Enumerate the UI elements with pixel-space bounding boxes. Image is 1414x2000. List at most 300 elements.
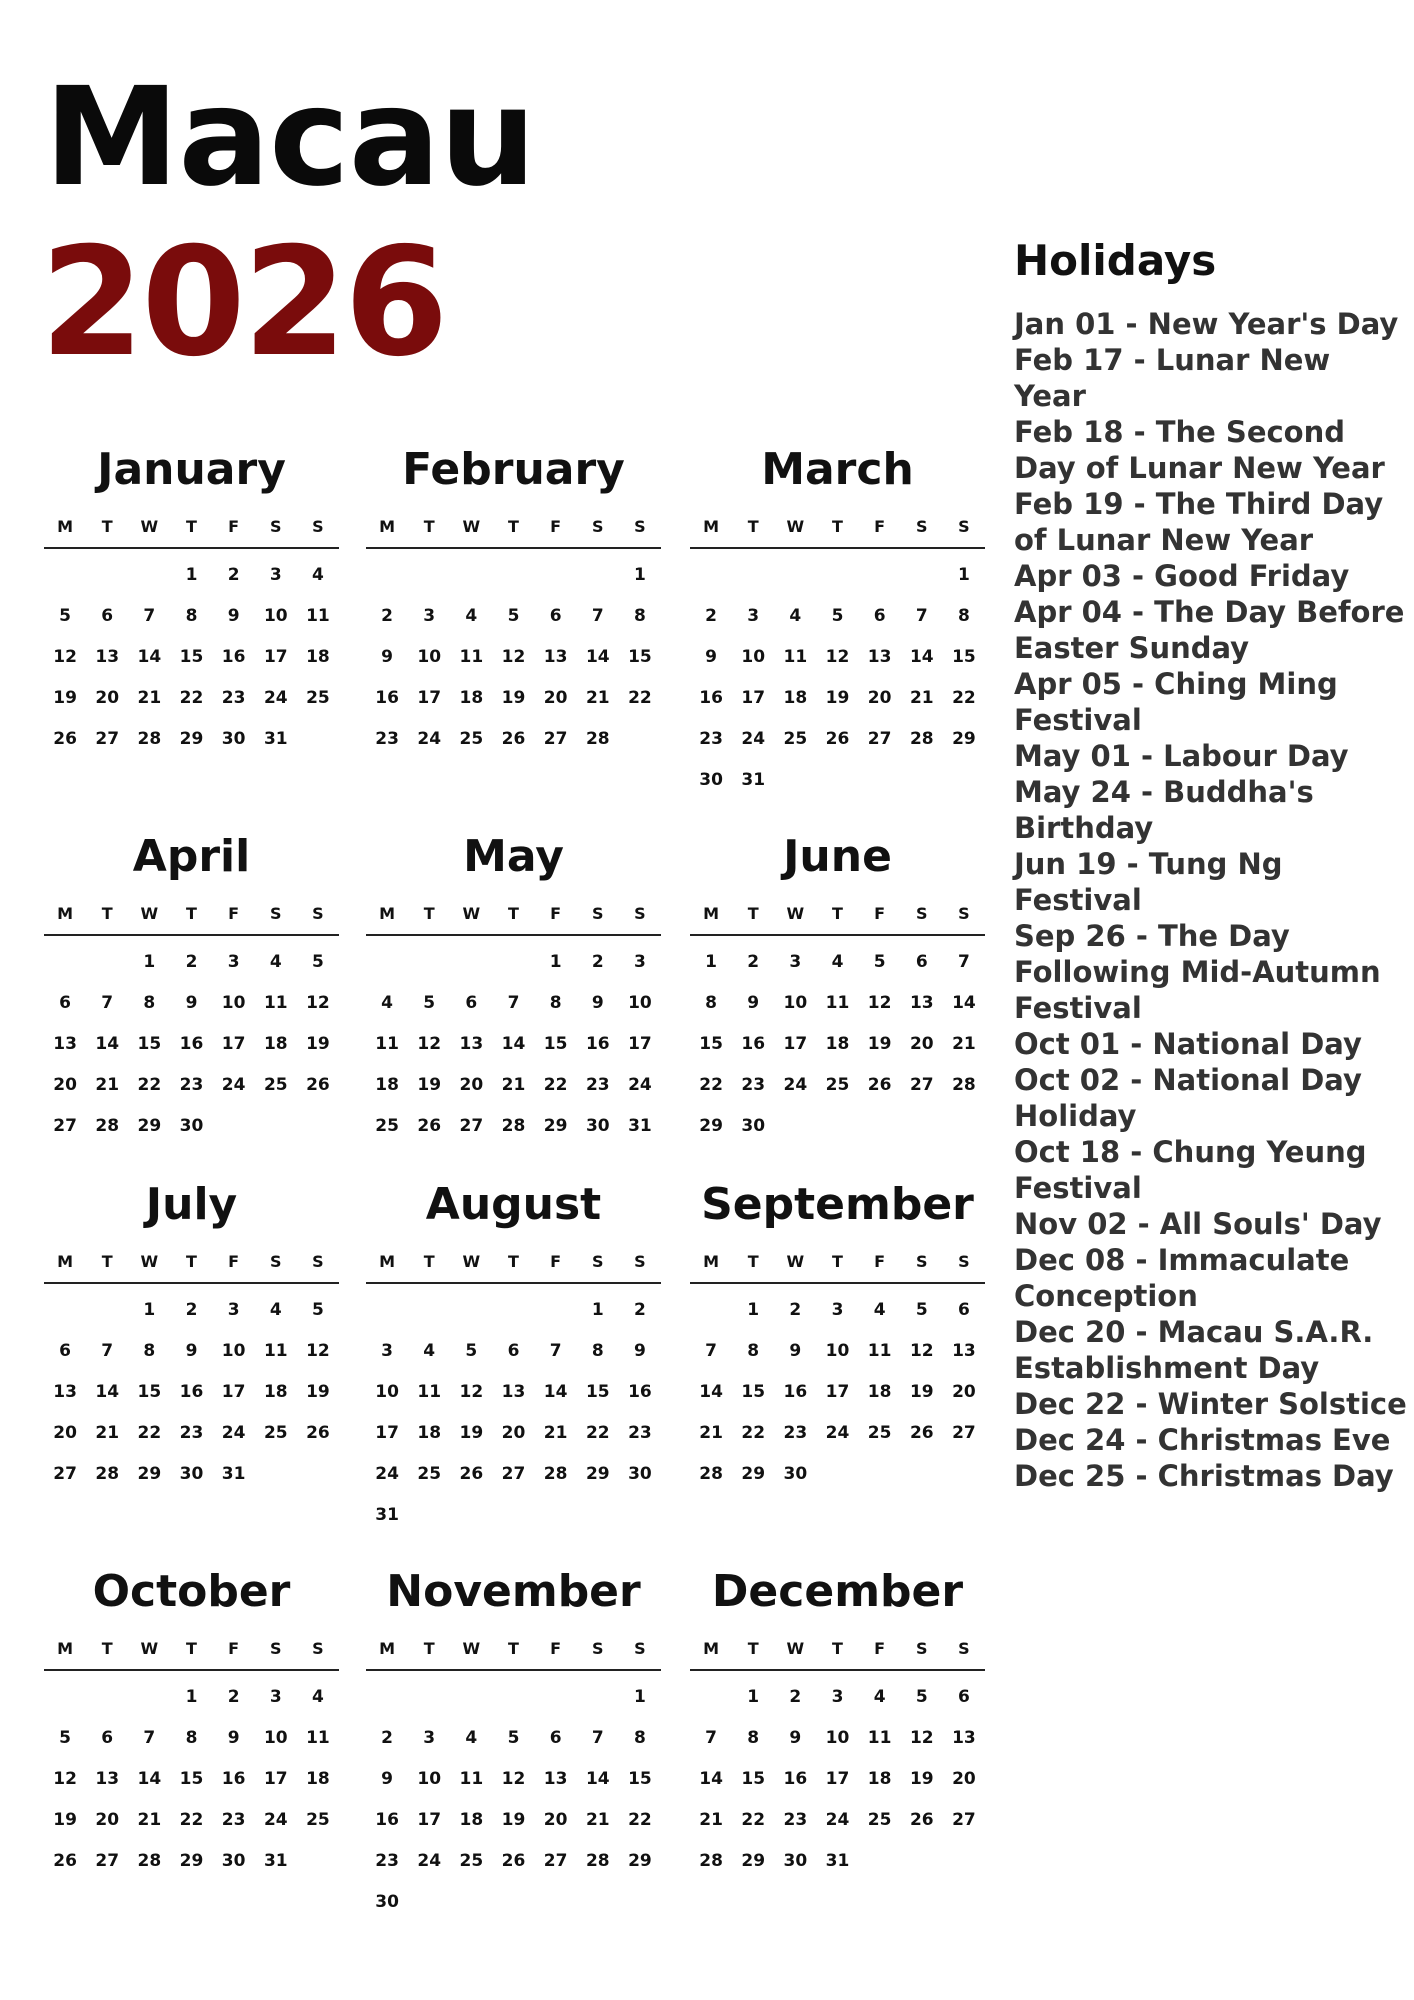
day-cell: 25 (375, 1116, 399, 1136)
day-cell: 21 (699, 1423, 723, 1443)
holiday-item: Nov 02 - All Souls' Day (1014, 1207, 1382, 1241)
day-cell: 4 (311, 1687, 324, 1707)
day-cell: 5 (507, 606, 520, 626)
day-cell: 3 (747, 606, 760, 626)
day-cell: 23 (375, 729, 399, 749)
day-cell: 26 (825, 729, 850, 749)
day-cell: 9 (227, 1728, 240, 1748)
day-cell: 17 (628, 1034, 652, 1054)
day-cell: 25 (417, 1464, 442, 1484)
weekday-label: T (101, 1639, 113, 1658)
weekday-label: S (592, 904, 604, 923)
weekday-label: F (874, 904, 886, 923)
day-cell: 9 (185, 1341, 198, 1361)
day-cell: 27 (95, 729, 120, 749)
day-cell: 19 (53, 688, 77, 708)
day-cell: 31 (375, 1505, 399, 1525)
weekday-label: F (228, 904, 240, 923)
day-cell: 10 (263, 606, 288, 626)
day-cell: 19 (501, 688, 526, 708)
day-cell: 17 (221, 1382, 246, 1402)
day-cell: 21 (95, 1075, 120, 1095)
weekday-label: F (550, 1639, 562, 1658)
day-cell: 17 (825, 1769, 850, 1789)
day-cell: 10 (417, 1769, 442, 1789)
day-cell: 20 (867, 688, 892, 708)
day-cell: 14 (95, 1382, 120, 1402)
weekday-header-row (690, 894, 985, 936)
day-cell: 25 (263, 1075, 288, 1095)
day-cell: 18 (417, 1423, 442, 1443)
day-cell: 7 (957, 952, 970, 972)
day-cell: 22 (699, 1075, 723, 1095)
day-cell: 8 (143, 1341, 156, 1361)
day-cell: 13 (952, 1728, 976, 1748)
day-cell: 6 (59, 993, 71, 1013)
weekday-header-row (690, 1629, 985, 1671)
weekday-label: S (592, 517, 604, 536)
day-cell: 4 (873, 1687, 886, 1707)
day-cell: 4 (269, 952, 282, 972)
day-cell: 12 (909, 1341, 934, 1361)
day-cell: 7 (705, 1728, 717, 1748)
day-cell: 15 (137, 1034, 162, 1054)
day-cell: 29 (137, 1116, 162, 1136)
day-cell: 22 (741, 1810, 766, 1830)
day-cell: 28 (699, 1851, 723, 1871)
weekday-label: T (747, 517, 759, 536)
day-cell: 29 (179, 1851, 204, 1871)
day-cell: 27 (501, 1464, 526, 1484)
day-cell: 25 (263, 1423, 288, 1443)
day-cell: 9 (591, 993, 604, 1013)
day-cell: 3 (227, 1300, 240, 1320)
day-cell: 9 (747, 993, 760, 1013)
holiday-item: Apr 03 - Good Friday (1014, 559, 1350, 593)
day-cell: 3 (789, 952, 802, 972)
weekday-label: F (550, 517, 562, 536)
weekday-header-row (366, 1629, 661, 1671)
day-cell: 23 (221, 1810, 246, 1830)
day-cell: 29 (699, 1116, 723, 1136)
day-cell: 7 (143, 606, 156, 626)
weekday-label: W (140, 517, 159, 536)
day-cell: 26 (909, 1810, 934, 1830)
weekday-label: W (786, 904, 805, 923)
day-cell: 13 (95, 1769, 120, 1789)
day-cell: 3 (227, 952, 240, 972)
day-cell: 10 (221, 1341, 246, 1361)
day-cell: 1 (143, 1300, 156, 1320)
day-cell: 31 (221, 1464, 246, 1484)
day-cell-empty (535, 555, 577, 596)
day-cell: 18 (306, 1769, 330, 1789)
day-cell-empty (450, 1290, 492, 1331)
day-cell: 2 (789, 1300, 802, 1320)
weekday-label: S (916, 1252, 928, 1271)
day-cell: 6 (873, 606, 886, 626)
day-cell: 2 (705, 606, 717, 626)
day-cell: 12 (306, 1341, 330, 1361)
day-cell: 12 (306, 993, 330, 1013)
weekday-label: T (508, 517, 519, 536)
day-cell: 24 (741, 729, 766, 749)
day-cell: 18 (825, 1034, 850, 1054)
day-cell: 27 (95, 1851, 120, 1871)
day-cell: 18 (783, 688, 808, 708)
day-cell: 14 (137, 647, 162, 667)
day-cell-empty (732, 555, 774, 596)
day-cell: 22 (741, 1423, 766, 1443)
day-cell: 10 (417, 647, 442, 667)
day-cell: 31 (825, 1851, 850, 1871)
weekday-label: T (508, 904, 519, 923)
weekday-label: W (786, 517, 805, 536)
day-cell-empty (901, 555, 943, 596)
day-cell: 4 (381, 993, 393, 1013)
day-cell: 13 (53, 1034, 77, 1054)
day-cell: 14 (699, 1769, 723, 1789)
day-cell: 11 (459, 647, 484, 667)
day-cell: 15 (628, 1769, 652, 1789)
day-cell-empty (44, 1677, 86, 1718)
day-cell-empty (450, 555, 492, 596)
day-cell: 11 (306, 1728, 330, 1748)
day-cell: 22 (585, 1423, 610, 1443)
day-cell-empty (44, 555, 86, 596)
weekday-label: W (786, 1639, 805, 1658)
day-cell: 6 (549, 606, 562, 626)
weekday-label: S (634, 1639, 646, 1658)
holiday-item: Apr 04 - The Day Before Easter Sunday (1014, 595, 1405, 665)
weekday-label: T (186, 904, 197, 923)
weekday-label: M (703, 1639, 720, 1658)
month-august (366, 1175, 661, 1536)
day-cell: 24 (783, 1075, 808, 1095)
day-cell-empty (492, 942, 534, 983)
day-cell: 17 (825, 1382, 850, 1402)
day-cell: 16 (699, 688, 723, 708)
day-cell-empty (577, 1677, 619, 1718)
holidays-panel (1014, 230, 1409, 1494)
weekday-label: S (916, 1639, 928, 1658)
weekday-label: S (270, 1252, 282, 1271)
day-cell-empty (535, 1290, 577, 1331)
day-cell: 23 (221, 688, 246, 708)
day-cell: 8 (185, 606, 198, 626)
holiday-item: Oct 02 - National Day Holiday (1014, 1063, 1362, 1133)
day-cell: 21 (95, 1423, 120, 1443)
day-cell: 20 (459, 1075, 484, 1095)
day-cell: 18 (459, 1810, 484, 1830)
day-cell: 24 (825, 1423, 850, 1443)
day-cell: 4 (789, 606, 802, 626)
day-cell: 8 (633, 1728, 646, 1748)
weekday-header-row (44, 1242, 339, 1284)
day-grid (366, 942, 661, 1147)
month-november (366, 1562, 661, 1923)
day-cell: 19 (417, 1075, 442, 1095)
day-cell: 17 (741, 688, 766, 708)
day-cell: 27 (952, 1810, 976, 1830)
day-cell: 29 (741, 1851, 766, 1871)
day-cell: 7 (915, 606, 928, 626)
weekday-header-row (44, 1629, 339, 1671)
day-cell: 20 (952, 1382, 976, 1402)
weekday-label: M (379, 517, 396, 536)
day-cell: 5 (59, 1728, 71, 1748)
day-cell: 23 (741, 1075, 766, 1095)
holidays-title: Holidays (1014, 236, 1217, 285)
day-cell: 30 (375, 1892, 399, 1912)
day-cell: 9 (633, 1341, 646, 1361)
day-cell: 9 (381, 1769, 393, 1789)
month-name: July (145, 1179, 238, 1230)
weekday-label: F (874, 517, 886, 536)
weekday-label: S (312, 517, 324, 536)
day-cell: 16 (783, 1769, 808, 1789)
day-cell: 4 (423, 1341, 436, 1361)
weekday-label: T (747, 1252, 759, 1271)
weekday-label: M (57, 1639, 74, 1658)
day-cell: 13 (909, 993, 934, 1013)
day-cell: 16 (375, 1810, 399, 1830)
day-cell: 31 (741, 770, 766, 790)
day-cell: 28 (137, 1851, 162, 1871)
day-cell: 16 (585, 1034, 610, 1054)
day-cell: 9 (185, 993, 198, 1013)
day-cell: 3 (423, 606, 436, 626)
day-grid (44, 942, 339, 1147)
day-cell: 14 (501, 1034, 526, 1054)
holiday-item: Dec 22 - Winter Solstice (1014, 1387, 1407, 1421)
month-name: October (92, 1566, 291, 1617)
day-cell-empty (408, 942, 450, 983)
day-cell: 23 (179, 1075, 204, 1095)
day-cell: 14 (952, 993, 976, 1013)
day-cell: 1 (143, 952, 156, 972)
weekday-label: F (550, 904, 562, 923)
day-cell: 16 (783, 1382, 808, 1402)
day-cell: 21 (137, 688, 162, 708)
day-cell: 16 (628, 1382, 652, 1402)
day-cell: 14 (543, 1382, 568, 1402)
day-cell: 31 (263, 729, 288, 749)
month-name: August (425, 1179, 602, 1230)
weekday-label: W (140, 1252, 159, 1271)
day-cell: 26 (53, 729, 77, 749)
day-cell: 26 (867, 1075, 892, 1095)
day-cell: 23 (783, 1810, 808, 1830)
weekday-label: W (462, 517, 481, 536)
day-cell: 9 (705, 647, 717, 667)
day-cell: 24 (221, 1075, 246, 1095)
day-cell: 3 (269, 1687, 282, 1707)
day-cell: 17 (417, 1810, 442, 1830)
day-cell: 1 (957, 565, 970, 585)
weekday-header-row (690, 1242, 985, 1284)
day-cell: 15 (952, 647, 976, 667)
day-cell: 31 (263, 1851, 288, 1871)
holiday-item: Dec 24 - Christmas Eve (1014, 1423, 1391, 1457)
day-cell-empty (408, 555, 450, 596)
day-cell: 22 (137, 1423, 162, 1443)
day-cell: 5 (465, 1341, 478, 1361)
day-cell: 15 (543, 1034, 568, 1054)
weekday-label: S (312, 904, 324, 923)
day-grid (690, 1677, 985, 1882)
day-cell: 23 (375, 1851, 399, 1871)
month-name: September (701, 1179, 974, 1230)
day-cell: 8 (633, 606, 646, 626)
weekday-header-row (690, 507, 985, 549)
weekday-label: T (101, 904, 113, 923)
weekday-label: S (592, 1252, 604, 1271)
day-cell: 2 (381, 606, 393, 626)
day-cell: 19 (53, 1810, 77, 1830)
day-cell: 22 (628, 688, 652, 708)
holiday-item: Feb 17 - Lunar New Year (1014, 343, 1331, 413)
holiday-item: May 24 - Buddha's Birthday (1014, 775, 1314, 845)
month-october (44, 1562, 339, 1882)
day-cell: 17 (263, 1769, 288, 1789)
weekday-label: M (57, 1252, 74, 1271)
holiday-item: Jan 01 - New Year's Day (1014, 307, 1399, 341)
day-grid (44, 555, 339, 760)
day-grid (366, 1677, 661, 1923)
weekday-label: T (101, 1252, 113, 1271)
holiday-item: Dec 20 - Macau S.A.R. Establishment Day (1014, 1315, 1374, 1385)
day-cell: 26 (306, 1423, 330, 1443)
day-cell: 18 (375, 1075, 399, 1095)
day-cell: 22 (137, 1075, 162, 1095)
day-cell: 3 (633, 952, 646, 972)
month-name: March (761, 444, 914, 495)
day-cell: 3 (831, 1300, 844, 1320)
day-cell: 16 (221, 1769, 246, 1789)
day-grid (366, 1290, 661, 1536)
day-cell: 17 (783, 1034, 808, 1054)
holiday-item: Feb 19 - The Third Day of Lunar New Year (1014, 487, 1384, 557)
day-cell: 21 (501, 1075, 526, 1095)
day-cell-empty (492, 555, 534, 596)
weekday-label: S (592, 1639, 604, 1658)
day-cell: 25 (459, 729, 484, 749)
month-may (366, 827, 661, 1147)
day-cell: 14 (95, 1034, 120, 1054)
weekday-header-row (44, 894, 339, 936)
month-april (44, 827, 339, 1147)
day-cell: 20 (95, 1810, 120, 1830)
day-cell: 25 (306, 1810, 330, 1830)
day-cell: 21 (585, 688, 610, 708)
day-cell: 6 (101, 606, 114, 626)
day-cell: 8 (747, 1341, 760, 1361)
weekday-header-row (366, 894, 661, 936)
day-cell: 14 (585, 1769, 610, 1789)
day-cell: 22 (952, 688, 976, 708)
day-cell-empty (690, 1677, 732, 1718)
day-cell: 7 (143, 1728, 156, 1748)
day-cell-empty (577, 555, 619, 596)
day-cell: 14 (137, 1769, 162, 1789)
day-cell: 11 (825, 993, 850, 1013)
day-cell: 25 (783, 729, 808, 749)
holiday-item: Jun 19 - Tung Ng Festival (1014, 847, 1283, 917)
day-cell: 1 (185, 565, 198, 585)
page-year: 2026 (40, 216, 446, 390)
day-cell: 6 (465, 993, 478, 1013)
day-cell: 21 (699, 1810, 723, 1830)
day-cell: 30 (628, 1464, 652, 1484)
day-cell: 8 (549, 993, 562, 1013)
day-cell: 10 (375, 1382, 399, 1402)
day-cell: 3 (381, 1341, 393, 1361)
day-cell: 28 (543, 1464, 568, 1484)
day-cell: 20 (501, 1423, 526, 1443)
weekday-label: S (958, 1639, 970, 1658)
day-cell: 11 (459, 1769, 484, 1789)
day-cell: 30 (783, 1464, 808, 1484)
day-cell: 18 (459, 688, 484, 708)
day-cell: 17 (263, 647, 288, 667)
day-cell: 30 (221, 1851, 246, 1871)
day-cell-empty (408, 1290, 450, 1331)
weekday-label: T (747, 904, 759, 923)
day-cell: 1 (705, 952, 717, 972)
day-cell-empty (450, 942, 492, 983)
day-cell: 4 (465, 606, 478, 626)
day-cell-empty (44, 1290, 86, 1331)
day-cell: 17 (221, 1034, 246, 1054)
day-cell: 30 (221, 729, 246, 749)
day-cell-empty (44, 942, 86, 983)
day-cell: 5 (311, 1300, 324, 1320)
weekday-label: T (186, 517, 197, 536)
day-cell: 31 (628, 1116, 652, 1136)
day-cell: 7 (591, 606, 604, 626)
day-cell: 16 (221, 647, 246, 667)
day-cell: 24 (263, 1810, 288, 1830)
day-cell: 15 (179, 647, 204, 667)
day-cell-empty (535, 1677, 577, 1718)
day-cell: 12 (53, 647, 77, 667)
weekday-label: M (379, 1252, 396, 1271)
day-cell: 5 (831, 606, 844, 626)
weekday-label: F (550, 1252, 562, 1271)
day-cell: 1 (747, 1300, 760, 1320)
day-cell: 7 (549, 1341, 562, 1361)
weekday-label: T (186, 1639, 197, 1658)
weekday-label: T (423, 1639, 435, 1658)
day-cell: 11 (783, 647, 808, 667)
weekday-label: S (916, 517, 928, 536)
day-cell: 22 (543, 1075, 568, 1095)
day-cell: 25 (825, 1075, 850, 1095)
holiday-item: Dec 25 - Christmas Day (1014, 1459, 1394, 1493)
weekday-label: S (270, 904, 282, 923)
weekday-label: M (379, 904, 396, 923)
weekday-label: S (312, 1252, 324, 1271)
holiday-item: Oct 01 - National Day (1014, 1027, 1362, 1061)
day-cell: 24 (825, 1810, 850, 1830)
day-cell: 2 (633, 1300, 646, 1320)
day-cell: 5 (423, 993, 436, 1013)
day-cell: 30 (179, 1464, 204, 1484)
day-cell: 19 (825, 688, 850, 708)
day-cell: 26 (909, 1423, 934, 1443)
day-cell: 6 (101, 1728, 114, 1748)
